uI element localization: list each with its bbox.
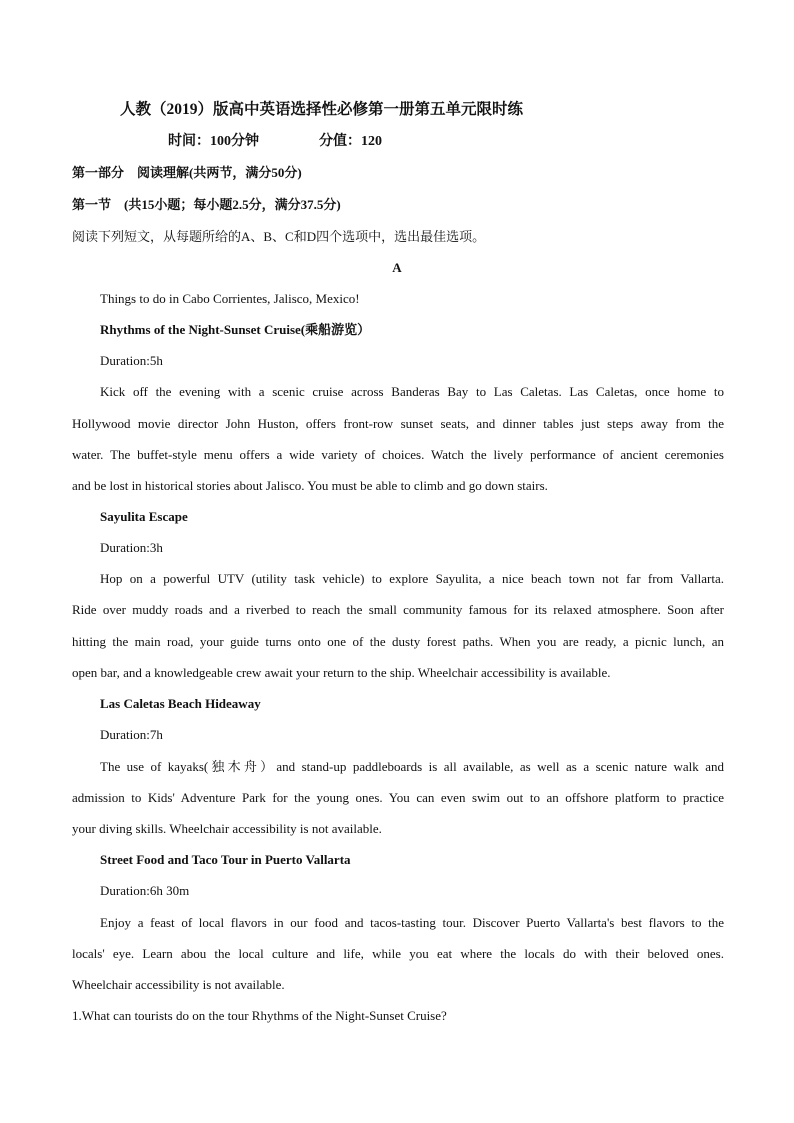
paragraph-line: open bar, and a knowledgeable crew await your return to the ship. Wheelchair accessibility is available.	[72, 665, 611, 680]
time-limit: 时间：100分钟	[168, 134, 259, 149]
paragraph-line: Ride over muddy roads and a riverbed to reach the small community famous for its relaxed atmosphere. Soon after	[72, 602, 724, 617]
part-heading: 第一部分 阅读理解(共两节，满分50分)	[72, 165, 302, 180]
item-duration: Duration:5h	[100, 353, 163, 368]
paragraph-line: Hollywood movie director John Huston, offers front-row sunset seats, and dinner tables just steps away from the	[72, 416, 724, 431]
paragraph-line: admission to Kids' Adventure Park for the young ones. You can even swim out to an offshore platform to practice	[72, 790, 724, 805]
item-duration: Duration:3h	[100, 540, 163, 555]
exam-meta	[168, 133, 724, 151]
paragraph-line: and be lost in historical stories about Jalisco. You must be able to climb and go down stairs.	[72, 478, 548, 493]
document-title: 人教（2019）版高中英语选择性必修第一册第五单元限时练	[120, 101, 524, 118]
paragraph-line: water. The buffet-style menu offers a wide variety of choices. Watch the lively performance of ancient ceremonies	[72, 447, 724, 462]
paragraph-line: Wheelchair accessibility is not available.	[72, 977, 285, 992]
paragraph-line: your diving skills. Wheelchair accessibility is not available.	[72, 821, 382, 836]
question-1: 1.What can tourists do on the tour Rhythms of the Night-Sunset Cruise?	[72, 1008, 447, 1023]
paragraph-line: The use of kayaks(独木舟）and stand-up paddleboards is all available, as well as a scenic nature walk and	[100, 759, 724, 774]
paragraph-line: Kick off the evening with a scenic cruise across Banderas Bay to Las Caletas. Las Caletas, once home to	[100, 384, 724, 399]
item-duration: Duration:6h 30m	[100, 883, 190, 898]
item-heading: Sayulita Escape	[100, 509, 188, 524]
section-heading: 第一节 (共15小题；每小题2.5分，满分37.5分)	[72, 197, 341, 212]
total-score: 分值：120	[319, 134, 382, 149]
paragraph-line: hitting the main road, your guide turns onto one of the dusty forest paths. When you are ready, a picnic lunch, an	[72, 634, 724, 649]
paragraph-line: Hop on a powerful UTV (utility task vehicle) to explore Sayulita, a nice beach town not far from Vallarta.	[100, 571, 724, 586]
passage-intro: Things to do in Cabo Corrientes, Jalisco, Mexico!	[100, 291, 360, 306]
paragraph-line: Enjoy a feast of local flavors in our food and tacos-tasting tour. Discover Puerto Vallarta's best flavors to the	[100, 915, 724, 930]
item-heading: Street Food and Taco Tour in Puerto Vallarta	[100, 852, 351, 867]
passage-letter: A	[392, 260, 402, 275]
item-duration: Duration:7h	[100, 727, 163, 742]
paragraph-line: locals' eye. Learn abou the local culture and life, while you eat where the locals do with their beloved ones.	[72, 946, 724, 961]
item-heading: Rhythms of the Night-Sunset Cruise(乘船游览）	[100, 322, 371, 337]
item-heading: Las Caletas Beach Hideaway	[100, 696, 261, 711]
instructions: 阅读下列短文，从每题所给的A、B、C和D四个选项中，选出最佳选项。	[72, 229, 486, 244]
